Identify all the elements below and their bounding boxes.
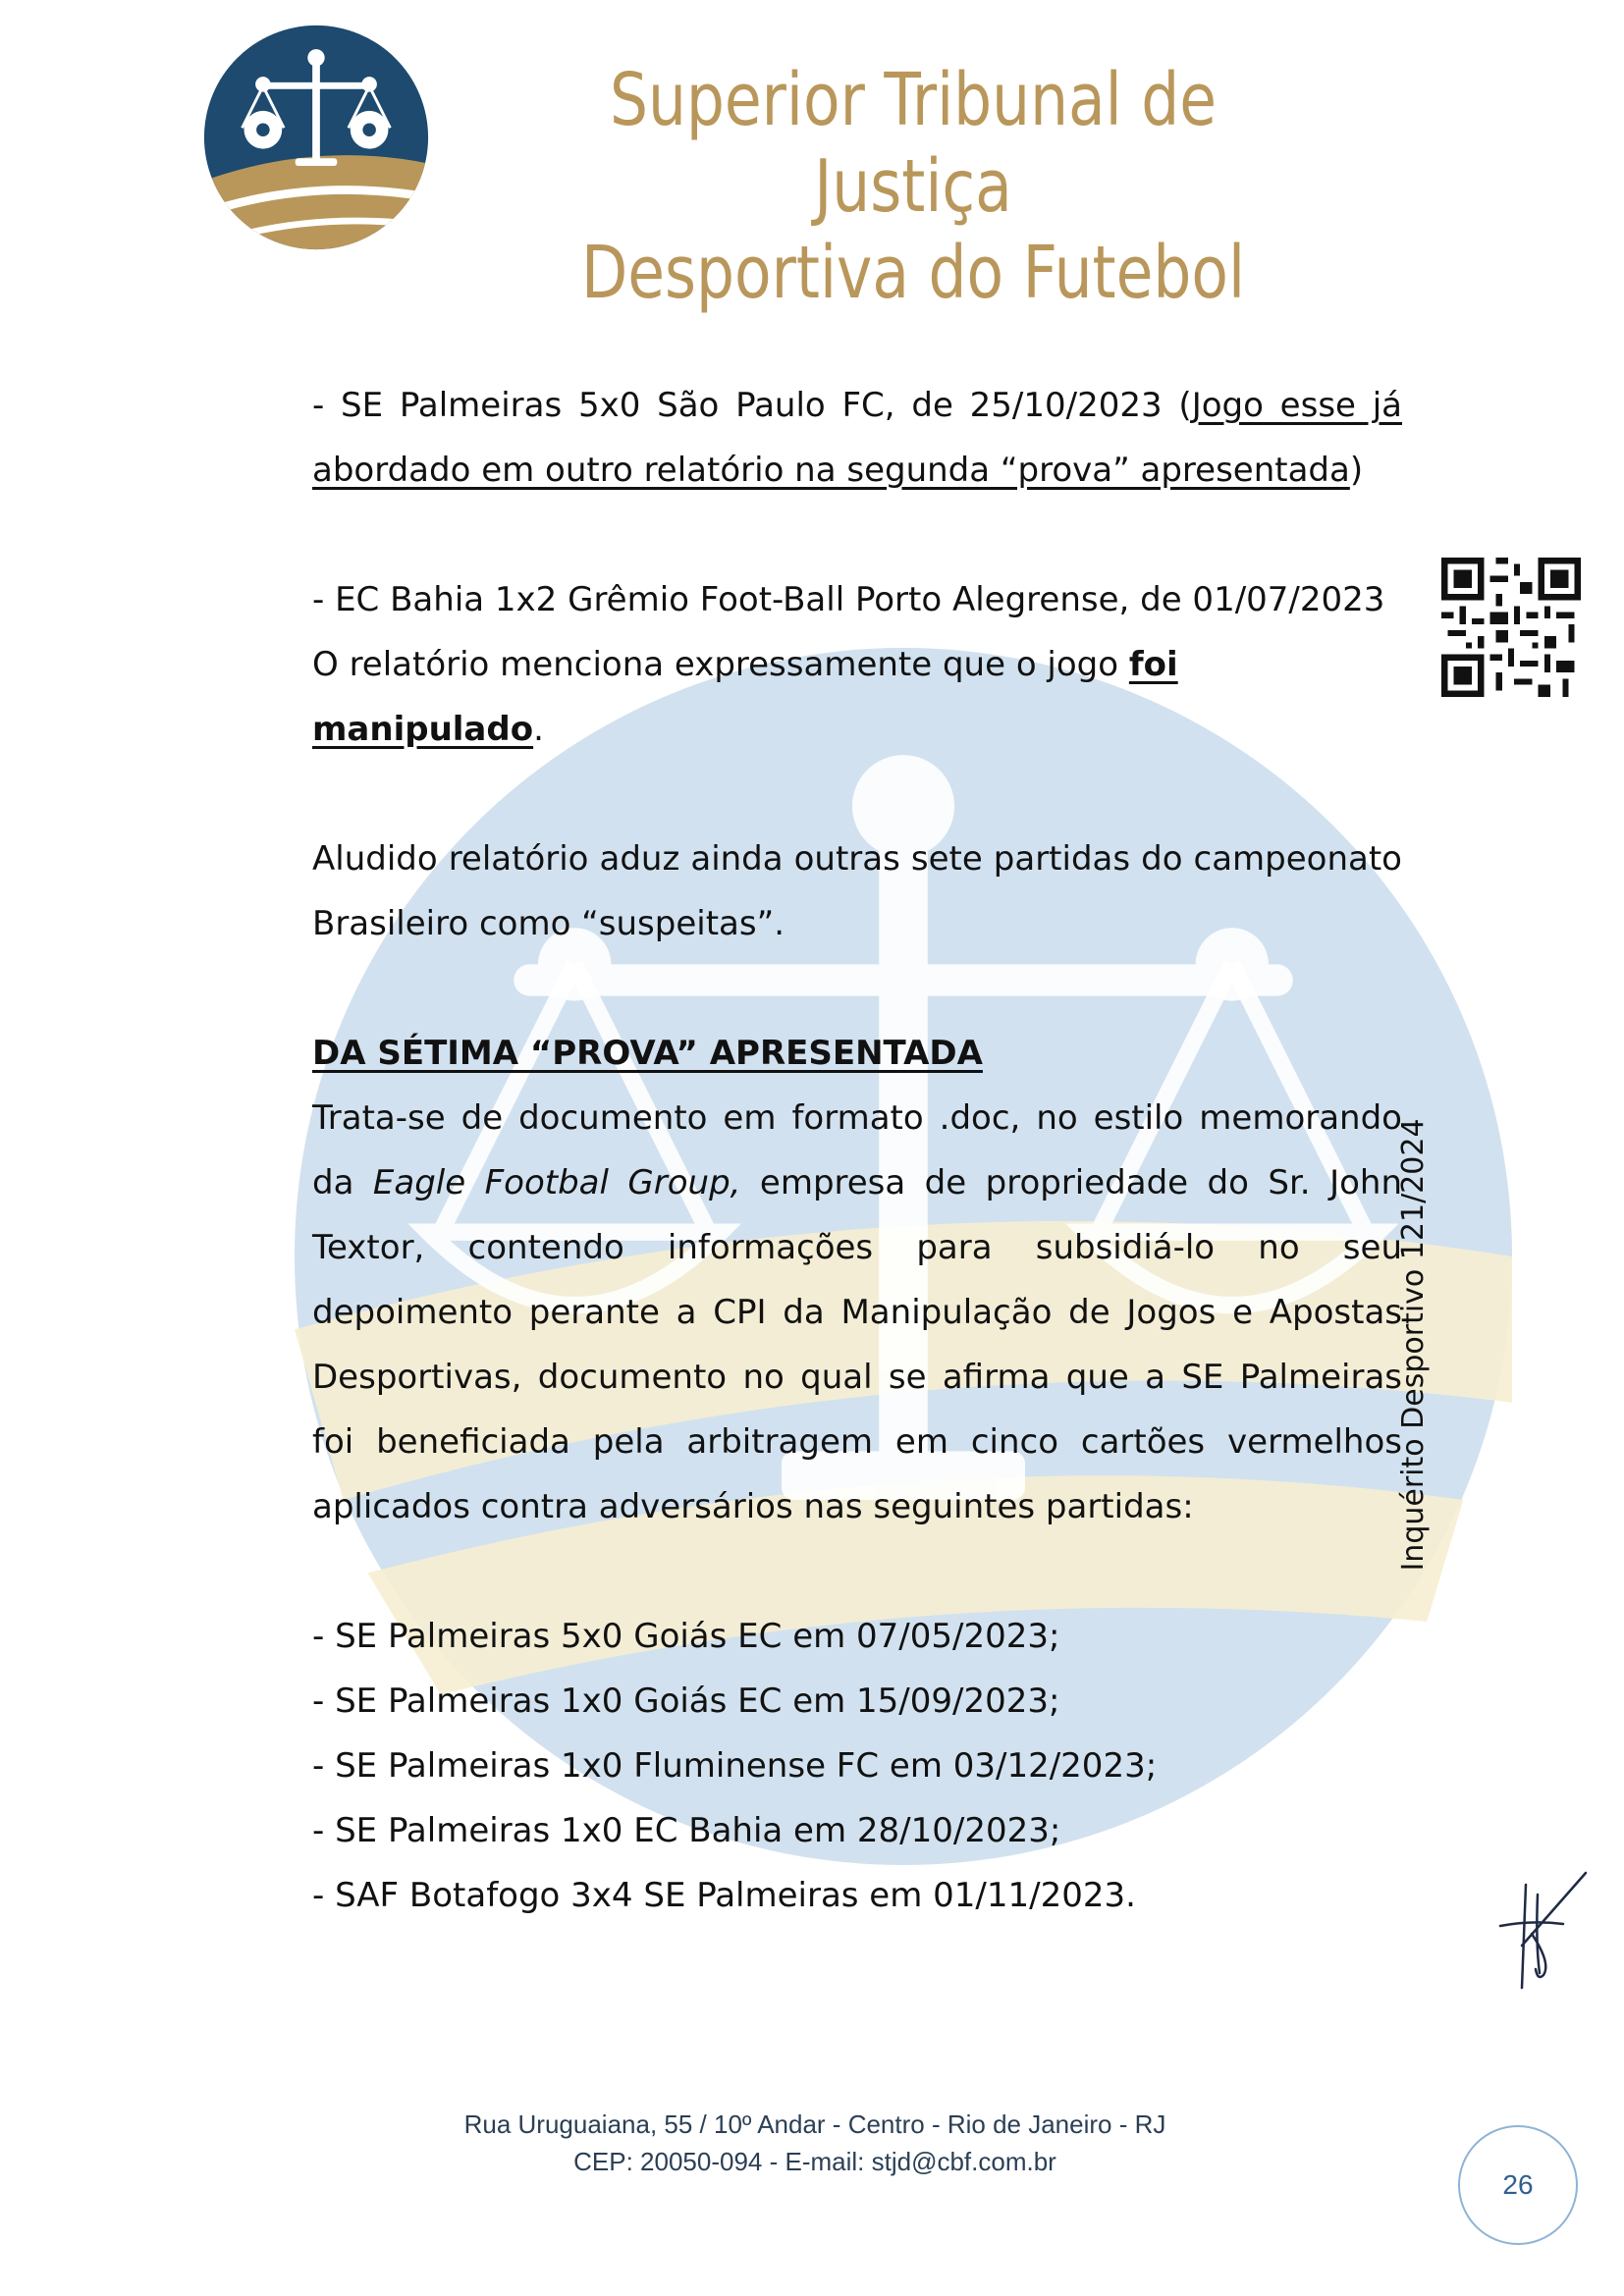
company-name: Eagle Footbal Group, (372, 1163, 741, 1202)
footer-line-2: CEP: 20050-094 - E-mail: stjd@cbf.com.br (573, 2147, 1056, 2176)
underlined-note: Jogo esse já abordado em outro relatório na segunda “prova” apresentada (312, 386, 1403, 490)
signature (1492, 1865, 1591, 1993)
title-line-2: Desportiva do Futebol (580, 231, 1246, 315)
inquiry-reference: Inquérito Desportivo 121/2024 (1396, 1118, 1431, 1572)
emphasis-text: foi manipulado (312, 645, 1178, 749)
paragraph-sao-paulo-match (312, 373, 1402, 503)
list-item: - SE Palmeiras 1x0 Fluminense FC em 03/12/2023; (312, 1746, 1158, 1786)
section-heading: DA SÉTIMA “PROVA” APRESENTADA (312, 1034, 983, 1073)
paragraph-text: empresa de propriedade do Sr. John Textor, contendo informações para subsidiá-lo no seu depoimento perante a CPI da Manipulação de Jogos e Apostas Desportivas, documento no qual se afirma que a SE Palmeiras foi beneficiada pela arbitragem em cinco cartões vermelhos aplicados contra adversários nas seguintes partidas: (312, 1163, 1402, 1526)
paragraph-suspect-matches: Aludido relatório aduz ainda outras sete partidas do campeonato Brasileiro como “suspeitas”. (312, 839, 1402, 943)
letterhead (202, 24, 1331, 315)
footer-address (373, 2106, 1257, 2180)
list-item: - SE Palmeiras 5x0 Goiás EC em 07/05/2023; (312, 1617, 1060, 1656)
paragraph-seventh-proof (312, 1086, 1402, 1539)
paragraph-text: ) (1349, 451, 1364, 490)
paragraph-text: - SE Palmeiras 5x0 São Paulo FC, de 25/10/2023 ( (312, 386, 1192, 425)
stjd-logo (202, 24, 430, 251)
title-line-1: Superior Tribunal de Justiça (609, 58, 1218, 229)
list-item: - SAF Botafogo 3x4 SE Palmeiras em 01/11/2023. (312, 1876, 1136, 1915)
footer-line-1: Rua Uruguaiana, 55 / 10º Andar - Centro - Rio de Janeiro - RJ (463, 2109, 1166, 2139)
list-item: - SE Palmeiras 1x0 Goiás EC em 15/09/2023; (312, 1682, 1060, 1721)
paragraph-text: . (533, 710, 544, 749)
qr-code (1435, 552, 1587, 703)
institution-name (563, 57, 1264, 316)
paragraph-bahia-match (312, 567, 1402, 762)
match-list (312, 1604, 1402, 1928)
list-item: - SE Palmeiras 1x0 EC Bahia em 28/10/2023; (312, 1811, 1061, 1850)
document-body (312, 373, 1402, 1928)
match-line: - EC Bahia 1x2 Grêmio Foot-Ball Porto Alegrense, de 01/07/2023 (312, 580, 1385, 619)
page-number: 26 (1458, 2125, 1578, 2245)
paragraph-text: Trata-se de documento em formato .doc, no estilo memorando da (312, 1098, 1402, 1202)
paragraph-text: O relatório menciona expressamente que o jogo (312, 645, 1129, 684)
